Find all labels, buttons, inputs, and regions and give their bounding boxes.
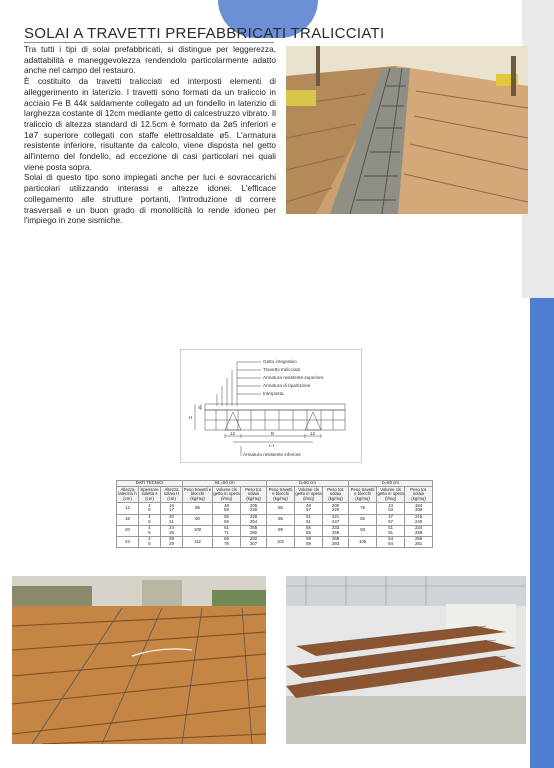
table-cell: 82 xyxy=(349,514,377,525)
photo-joist-stack-art xyxy=(286,576,526,744)
table-cell: 90 xyxy=(183,514,213,525)
table-cell: 184 209 xyxy=(405,503,433,514)
label-interposta: Interposta xyxy=(263,391,284,396)
table-cell: 47 57 xyxy=(377,514,405,525)
table-cell: 228 254 xyxy=(241,514,267,525)
table-cell: 54 64 xyxy=(377,536,405,547)
table-header-cell: Altezza laterizio h (cm) xyxy=(118,486,137,502)
dim-span: I=I xyxy=(269,443,275,448)
table-cell: 85 xyxy=(183,503,213,514)
tech-table xyxy=(116,480,433,548)
table-cell: 4 5 xyxy=(139,525,161,536)
right-blue-band xyxy=(530,298,554,768)
table-cell: 233 259 xyxy=(323,525,349,536)
table-cell: 24 xyxy=(117,536,139,547)
group-2: b=50 cm xyxy=(267,481,349,487)
table-cell: 51 61 xyxy=(377,525,405,536)
table-header-cell: Altezza solaio H (cm) xyxy=(161,487,183,503)
table-cell: 200 225 xyxy=(323,503,349,514)
table-cell: 105 xyxy=(349,536,377,547)
dim-middle: B xyxy=(271,431,275,436)
table-cell: 20 21 xyxy=(161,514,183,525)
table-cell: 268 293 xyxy=(323,536,349,547)
table-cell: 4 5 xyxy=(139,514,161,525)
dim-s: S xyxy=(198,405,202,410)
table-cell: 48 59 xyxy=(213,503,241,514)
table-cell: 4 5 xyxy=(139,503,161,514)
section-diagram xyxy=(180,349,362,463)
table-cell: 221 247 xyxy=(323,514,349,525)
intro-paragraph-3: Solai di questo tipo sono impiegati anche per luci e sovraccarichi particolari utilizzando interassi e altezze idonei. L'efficace collegamento alle strutture portanti, l'introduzione di correre trasversali e un buon grado di monoliticità lo rende idoneo per l'impiego in zone sismiche. xyxy=(24,172,276,226)
table-header-cell: Peso travetti e blocchi (kg/mq) xyxy=(183,486,212,502)
table-cell: 205 230 xyxy=(241,503,267,514)
table-cell: 55 65 xyxy=(295,525,323,536)
table-cell: 43 53 xyxy=(377,503,405,514)
table-header-cell: Volume cls getto in opera (l/mq) xyxy=(213,486,240,502)
group-1: Int.=50 cm xyxy=(183,481,267,487)
table-header-cell: Peso tot. solaio (kg/mq) xyxy=(405,487,433,503)
label-travetto: Travetto tralicciato xyxy=(263,367,301,372)
table-cell: 28 29 xyxy=(161,536,183,547)
dim-h: H xyxy=(189,415,193,420)
table-cell: 86 xyxy=(267,514,295,525)
label-arm-superiore: Armatura resistente superiore xyxy=(263,375,324,380)
photo-joist-stack xyxy=(286,576,526,744)
table-row xyxy=(117,503,433,514)
intro-text xyxy=(24,44,276,226)
table-header-cell: Peso tot. solaio (kg/mq) xyxy=(323,487,349,503)
table-cell: 112 xyxy=(183,536,213,547)
page-title: SOLAI A TRAVETTI PREFABBRICATI TRALICCIATI xyxy=(24,25,385,42)
section-diagram-art xyxy=(181,350,363,464)
table-header-cell: Peso travetti e blocchi (kg/mq) xyxy=(349,487,377,503)
photo-slab-construction-art xyxy=(286,46,528,214)
label-getto: Getto integrativo xyxy=(263,359,297,364)
label-arm-ripartizione: Armatura di ripartizione xyxy=(263,383,311,388)
table-header-cell: Peso travetti e blocchi (kg/mq) xyxy=(267,487,295,503)
photo-slab-overview-art xyxy=(12,576,266,744)
photo-slab-construction xyxy=(286,46,528,214)
table-cell: 16 17 xyxy=(161,503,183,514)
table-caption: DATI TECNICI xyxy=(117,481,183,487)
table-cell: 86 xyxy=(267,503,295,514)
table-row xyxy=(117,536,433,547)
table-header-cell: Peso tot. solaio (kg/mq) xyxy=(241,487,267,503)
title-rule xyxy=(24,42,274,43)
table-cell: 12 xyxy=(117,503,139,514)
table-cell: 4 5 xyxy=(139,536,161,547)
table-cell: 256 281 xyxy=(405,536,433,547)
table-cell: 101 xyxy=(267,536,295,547)
table-cell: 93 xyxy=(349,525,377,536)
technical-table xyxy=(116,480,432,548)
table-cell: 48 57 xyxy=(295,503,323,514)
table-body xyxy=(117,503,433,548)
table-cell: 215 240 xyxy=(405,514,433,525)
table-cell: 255 280 xyxy=(241,525,267,536)
table-cell: 76 xyxy=(349,503,377,514)
table-cell: 59 69 xyxy=(295,536,323,547)
group-3: b=60 cm xyxy=(349,481,433,487)
photo-slab-overview xyxy=(12,576,266,744)
dim-right: 12 xyxy=(310,431,316,436)
table-header-cell: Spessore soletta s (cm) xyxy=(140,486,159,502)
table-cell: 24 25 xyxy=(161,525,183,536)
dim-left: 12 xyxy=(230,431,236,436)
table-cell: 51 61 xyxy=(295,514,323,525)
table-cell: 16 xyxy=(117,514,139,525)
table-cell: 66 76 xyxy=(213,536,241,547)
label-arm-inferiore: Armatura resistente inferiore xyxy=(243,452,301,457)
table-cell: 20 xyxy=(117,525,139,536)
table-cell: 100 xyxy=(183,525,213,536)
intro-paragraph-2: È costituito da travetti tralicciati ed interposti elementi di alleggerimento in laterizio. I travetti sono formati da un traliccio in acciaio Fe B 44k saldamente collegato ad un fondello in laterizio di larghezza costante di 12cm mediante getto di calcestruzzo vibrato. Il traliccio di altezza standard di 12.5cm è formato da 2ø5 inferiori e 1ø7 superiore collegati con staffe elettrosaldate ø5. L'armatura resistente inferiore, risultante da calcolo, viene disposta nel getto all'interno del fondello, ad eccezione di casi particolari nei quali viene posta sopra. xyxy=(24,76,276,172)
table-row xyxy=(117,514,433,525)
table-header-cell: Volume cls getto in opera (l/mq) xyxy=(377,486,404,502)
table-cell: 61 71 xyxy=(213,525,241,536)
table-header-cell: Volume cls getto in opera (l/mq) xyxy=(295,486,322,502)
intro-paragraph-1: Tra tutti i tipi di solai prefabbricati, si distingue per leggerezza, adattabilità e maneggevolezza rendendolo particolarmente adatto anche nel campo del restauro. xyxy=(24,44,276,76)
table-cell: 282 307 xyxy=(241,536,267,547)
table-cell: 234 259 xyxy=(405,525,433,536)
table-cell: 89 xyxy=(267,525,295,536)
header-row xyxy=(117,487,433,503)
table-row xyxy=(117,525,433,536)
table-cell: 55 65 xyxy=(213,514,241,525)
